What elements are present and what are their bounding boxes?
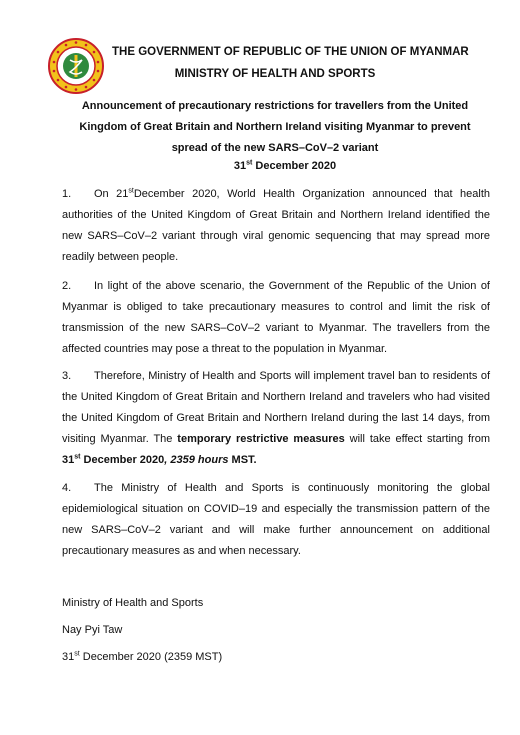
sig-date-day: 31 xyxy=(62,651,75,663)
p3-bold-day: 31 xyxy=(62,454,75,466)
p4-text: The Ministry of Health and Sports is continuously monitoring the global epidemiological situation on COVID–19 and especially the transmission pattern of the new SARS–CoV–2 variant and will make further announcement on additional precautionary measures as and when necessary. xyxy=(62,482,490,557)
ministry-logo-icon xyxy=(48,38,104,94)
paragraph-2 xyxy=(62,276,490,360)
p3-sup: st xyxy=(74,453,81,461)
paragraph-number: 1. xyxy=(62,188,72,200)
signature-date xyxy=(62,651,222,663)
date-day: 31 xyxy=(233,160,247,172)
p3-text-c: MST. xyxy=(228,454,257,466)
government-title: THE GOVERNMENT OF REPUBLIC OF THE UNION OF MYANMAR xyxy=(112,46,469,58)
date-sup: st xyxy=(246,159,253,167)
p3-text-b: will take effect starting from xyxy=(344,433,491,445)
p1-text-a: On 21 xyxy=(94,188,129,200)
paragraph-number: 4. xyxy=(62,482,72,494)
announcement-date xyxy=(0,160,520,172)
sig-date-sup: st xyxy=(74,650,80,658)
p1-text-b: December 2020, World Health Organization announced that health authorities of the United Kingdom of Great Britain and Northern Ireland identified the new SARS–CoV–2 variant through viral genomic sequencing that may spread more readily between people. xyxy=(62,188,490,263)
p1-sup: st xyxy=(128,187,134,195)
paragraph-3 xyxy=(62,366,490,471)
p2-text: In light of the above scenario, the Government of the Republic of the Union of Myanmar is obliged to take precautionary measures to control and limit the risk of transmission of the new SARS–CoV–2 variant to Myanmar. The travellers from the affected countries may pose a threat to the population in Myanmar. xyxy=(62,280,490,355)
date-rest: December 2020 xyxy=(252,160,337,172)
p3-italic-hours: , 2359 hours xyxy=(164,454,229,466)
paragraph-number: 3. xyxy=(62,370,72,382)
signature-place: Nay Pyi Taw xyxy=(62,624,123,636)
announcement-title: Announcement of precautionary restrictions for travellers from the United Kingdom of Great Britain and Northern Ireland visiting Myanmar to prevent spread of the new SARS–CoV–2 variant xyxy=(79,100,471,154)
ministry-title: MINISTRY OF HEALTH AND SPORTS xyxy=(174,68,376,80)
signature-org: Ministry of Health and Sports xyxy=(62,597,204,609)
sig-date-rest: December 2020 (2359 MST) xyxy=(79,651,223,663)
p3-text-a: Therefore, Ministry of Health and Sports will implement travel ban to residents of the United Kingdom of Great Britain and Northern Ireland and travelers who had visited the United Kingdom of Great Britain and Northern Ireland during the last 14 days, from visiting Myanmar. The xyxy=(62,370,490,445)
p3-bold-date: December 2020 xyxy=(83,454,165,466)
paragraph-4 xyxy=(62,478,490,562)
paragraph-number: 2. xyxy=(62,280,72,292)
p3-bold-measures: temporary restrictive measures xyxy=(177,433,345,445)
paragraph-1 xyxy=(62,184,490,268)
